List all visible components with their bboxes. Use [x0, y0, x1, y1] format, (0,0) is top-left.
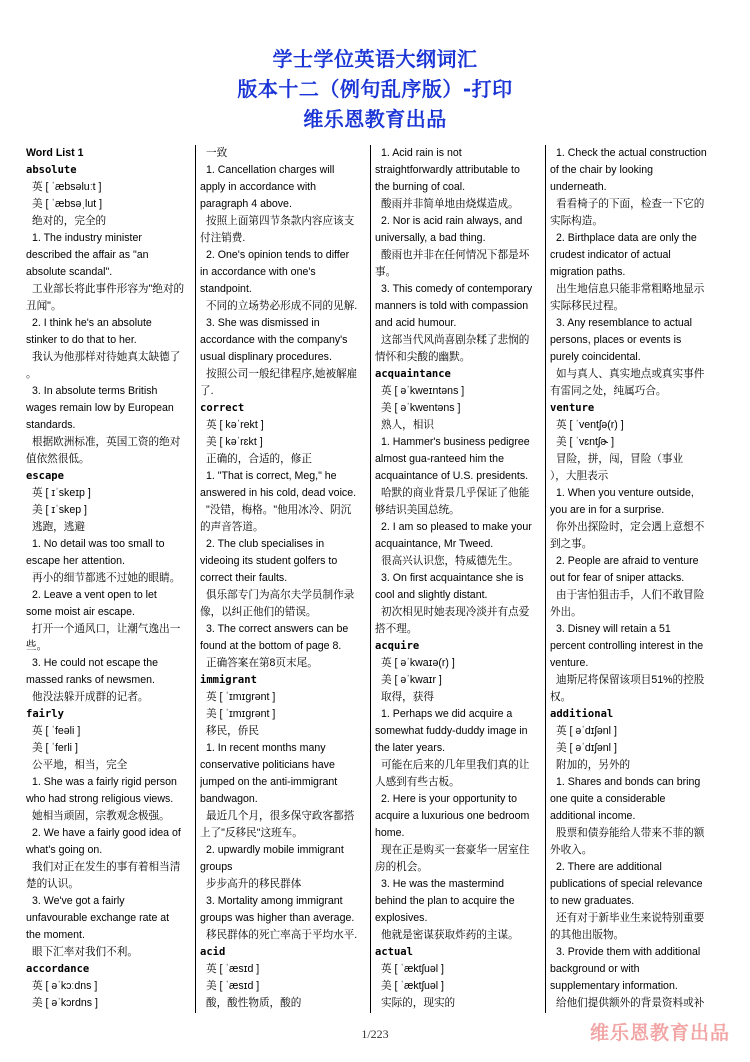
- text-line: 我认为他那样对待她真太缺德了: [32, 351, 181, 363]
- text-line: 2. Leave a vent open to let: [32, 589, 157, 601]
- text-line: 英 [ ˈæsɪd ]: [206, 963, 260, 975]
- text-line: 你外出探险时，定会遇上意想不: [556, 521, 705, 533]
- text-line: 我们对正在发生的事有着相当清: [32, 861, 181, 873]
- text-line: 1. In recent months many: [206, 742, 326, 754]
- text-line: 2. There are additional: [556, 861, 662, 873]
- text-line: 事。: [375, 266, 397, 278]
- text-line: 1. When you venture outside,: [556, 487, 694, 499]
- text-line: 英 [ əˈkwaɪə(r) ]: [381, 657, 455, 669]
- text-line: 美 [ ˈɪmɪɡrənt ]: [206, 708, 276, 720]
- text-line: 3. We've got a fairly: [32, 895, 125, 907]
- headword: correct: [200, 402, 245, 414]
- text-line: 美 [ ˈvɛntʃɚ ]: [556, 436, 615, 448]
- column-divider: [195, 145, 196, 1013]
- text-line: some moist air escape.: [26, 606, 135, 618]
- text-line: 3. Any resemblance to actual: [556, 317, 693, 329]
- column-4: [550, 145, 718, 1017]
- text-line: correct their faults.: [200, 572, 288, 584]
- text-line: cool and slightly distant.: [375, 589, 488, 601]
- headword: actual: [375, 946, 413, 958]
- text-line: 逃跑，逃避: [32, 521, 85, 533]
- watermark: 维乐恩教育出品: [590, 1022, 731, 1044]
- text-line: 付注销费.: [200, 232, 246, 244]
- text-line: 3. Mortality among immigrant: [206, 895, 343, 907]
- text-line: venture.: [550, 657, 589, 669]
- column-2: [200, 145, 368, 1017]
- text-line: usual displinary procedures.: [200, 351, 332, 363]
- text-line: 英 [ ˈfeəli ]: [32, 725, 81, 737]
- text-line: crudest indicator of actual: [550, 249, 671, 261]
- text-line: percent controlling interest in the: [550, 640, 704, 652]
- headword: escape: [26, 470, 64, 482]
- text-line: accordance with the company's: [200, 334, 348, 346]
- text-line: explosives.: [375, 912, 428, 924]
- title-version: 版本十二（例句乱序版）-打印: [237, 77, 513, 101]
- text-line: ），大胆表示: [550, 470, 609, 482]
- text-line: 实际移民过程。: [550, 300, 625, 312]
- text-line: 3. This comedy of contemporary: [381, 283, 533, 295]
- text-line: answered in his cold, dead voice.: [200, 487, 357, 499]
- headword: fairly: [26, 708, 64, 720]
- text-line: 值依然很低。: [26, 453, 90, 465]
- text-line: 2. I think he's an absolute: [32, 317, 152, 329]
- text-line: 房的机会。: [375, 861, 428, 873]
- text-line: 3. He was the mastermind: [381, 878, 505, 890]
- text-line: 有雷同之处，纯属巧合。: [550, 385, 667, 397]
- text-line: 美 [ ɪˈskep ]: [32, 504, 87, 516]
- text-line: 还有对于新毕业生来说特别重要: [556, 912, 705, 924]
- text-line: out for fear of sniper attacks.: [550, 572, 685, 584]
- text-line: 实际构造。: [550, 215, 603, 227]
- text-line: 美 [ əˈdɪʃənl ]: [556, 742, 617, 754]
- text-line: almost gua-ranteed him the: [375, 453, 504, 465]
- text-line: 英 [ ˈæbsəluːt ]: [32, 181, 102, 193]
- text-line: escape her attention.: [26, 555, 125, 567]
- text-line: 的其他出版物。: [550, 929, 625, 941]
- text-line: 3. She was dismissed in: [206, 317, 320, 329]
- text-line: 英 [ kəˈrekt ]: [206, 419, 264, 431]
- text-line: 到之事。: [550, 538, 593, 550]
- text-line: apply in accordance with: [200, 181, 317, 193]
- column-1: [26, 145, 192, 1017]
- text-line: 上了"反移民"这班车。: [200, 827, 303, 839]
- text-line: 他就是密谋获取炸药的主谋。: [381, 929, 519, 941]
- page-number: 1/223: [361, 1027, 389, 1041]
- text-line: 按照公司一般纪律程序,她被解雇: [206, 368, 358, 380]
- text-line: 公平地，相当，完全: [32, 759, 128, 771]
- text-line: 美 [ ˈæsɪd ]: [206, 980, 260, 992]
- text-line: 2. Birthplace data are only the: [556, 232, 697, 244]
- headword: acquire: [375, 640, 420, 652]
- text-line: 3. Disney will retain a 51: [556, 623, 671, 635]
- text-line: unfavourable exchange rate at: [26, 912, 170, 924]
- text-line: 根据欧洲标准，英国工资的绝对: [32, 436, 181, 448]
- text-line: behind the plan to acquire the: [375, 895, 515, 907]
- text-line: conservative politicians have: [200, 759, 335, 771]
- text-line: massed ranks of newsmen.: [26, 674, 155, 686]
- text-line: jumped on the anti-immigrant: [200, 776, 338, 788]
- text-line: 像，以纠正他们的错误。: [200, 606, 317, 618]
- text-line: 出生地信息只能非常粗略地显示: [556, 283, 705, 295]
- text-line: universally, a bad thing.: [375, 232, 486, 244]
- text-line: 外出。: [550, 606, 582, 618]
- text-line: 楚的认识。: [26, 878, 79, 890]
- text-line: 美 [ ˈæbsəˌlut ]: [32, 198, 103, 210]
- text-line: one quite a considerable: [550, 793, 666, 805]
- text-line: 酸，酸性物质，酸的: [206, 997, 302, 1009]
- text-line: bandwagon.: [200, 793, 258, 805]
- headword: acquaintance: [375, 368, 451, 380]
- text-line: 股票和债券能给人带来不菲的额: [556, 827, 705, 839]
- headword: venture: [550, 402, 595, 414]
- text-line: 英 [ ɪˈskeɪp ]: [32, 487, 91, 499]
- text-line: the burning of coal.: [375, 181, 466, 193]
- text-line: 最近几个月，很多保守政客都搭: [206, 810, 355, 822]
- text-line: 美 [ əˈkwentəns ]: [381, 402, 461, 414]
- text-line: 眼下汇率对我们不利。: [32, 946, 138, 958]
- text-line: background or with: [550, 963, 640, 975]
- text-line: stinker to do that to her.: [26, 334, 137, 346]
- headword: acid: [200, 946, 226, 958]
- text-line: 外收入。: [550, 844, 593, 856]
- text-line: 英 [ ˈventʃə(r) ]: [556, 419, 624, 431]
- text-line: 她相当顽固，宗教观念极强。: [32, 810, 170, 822]
- text-line: 取得，获得: [381, 691, 434, 703]
- headword: additional: [550, 708, 614, 720]
- text-line: 3. He could not escape the: [32, 657, 159, 669]
- text-line: 绝对的，完全的: [32, 215, 107, 227]
- text-line: 工业部长将此事件形容为"绝对的: [32, 283, 185, 295]
- text-line: 2. Nor is acid rain always, and: [381, 215, 523, 227]
- text-line: 英 [ əˈkweɪntəns ]: [381, 385, 465, 397]
- text-line: 熟人，相识: [381, 419, 434, 431]
- text-line: 打开一个通风口，让潮气逸出一: [32, 623, 181, 635]
- text-line: home.: [375, 827, 405, 839]
- text-line: 哈默的商业背景几乎保证了他能: [381, 487, 530, 499]
- text-line: acquaintance of U.S. presidents.: [375, 470, 529, 482]
- text-line: 移民，侨民: [206, 725, 259, 737]
- text-line: 2. I am so pleased to make your: [381, 521, 532, 533]
- text-line: 俱乐部专门为高尔夫学员制作录: [206, 589, 355, 601]
- text-line: 1. "That is correct, Meg," he: [206, 470, 337, 482]
- text-line: 1. The industry minister: [32, 232, 142, 244]
- headword: absolute: [26, 164, 77, 176]
- text-line: 1. She was a fairly rigid person: [32, 776, 177, 788]
- text-line: 3. The correct answers can be: [206, 623, 349, 635]
- text-line: persons, places or events is: [550, 334, 682, 346]
- text-line: 由于害怕狙击手，人们不敢冒险: [556, 589, 705, 601]
- text-line: described the affair as "an: [26, 249, 149, 261]
- text-line: 初次相见时她表现冷淡并有点爱: [381, 606, 530, 618]
- text-line: 丑闻"。: [26, 300, 62, 312]
- text-line: 如与真人、真实地点或真实事件: [556, 368, 705, 380]
- text-line: 美 [ ˈæktʃuəl ]: [381, 980, 444, 992]
- text-line: 英 [ ˈæktʃuəl ]: [381, 963, 444, 975]
- text-line: what's going on.: [26, 844, 103, 856]
- text-line: 2. The club specialises in: [206, 538, 325, 550]
- text-line: 1. Perhaps we did acquire a: [381, 708, 513, 720]
- text-line: acquaintance, Mr Tweed.: [375, 538, 494, 550]
- text-line: 现在正是购买一套豪华一居室住: [381, 844, 530, 856]
- text-line: acquire a luxurious one bedroom: [375, 810, 530, 822]
- text-line: 很高兴认识您，特威德先生。: [381, 555, 519, 567]
- column-divider: [545, 145, 546, 1013]
- title-block: [0, 44, 750, 134]
- text-line: 2. We have a fairly good idea of: [32, 827, 181, 839]
- text-line: 给他们提供额外的背景资料或补: [556, 997, 705, 1009]
- text-line: manners is told with compassion: [375, 300, 529, 312]
- text-line: 这部当代风尚喜剧杂糅了悲悯的: [381, 334, 530, 346]
- text-line: 酸雨并非简单地由烧煤造成。: [381, 198, 519, 210]
- text-line: wages remain low by European: [26, 402, 174, 414]
- text-line: 1. Shares and bonds can bring: [556, 776, 701, 788]
- text-line: 酸雨也并非在任何情况下都是坏: [381, 249, 530, 261]
- text-line: 迪斯尼将保留该项目51%的控股: [556, 674, 705, 686]
- text-line: groups was higher than average.: [200, 912, 355, 924]
- text-line: 美 [ ˈferli ]: [32, 742, 78, 754]
- text-line: found at the bottom of page 8.: [200, 640, 342, 652]
- text-line: "没错，梅格。"他用冰冷、阴沉: [206, 504, 352, 516]
- text-line: 够结识美国总统。: [375, 504, 460, 516]
- text-line: straightforwardly attributable to: [375, 164, 520, 176]
- text-line: 的声音答道。: [200, 521, 264, 533]
- text-line: 2. People are afraid to venture: [556, 555, 699, 567]
- text-line: 正确答案在第8页末尾。: [206, 657, 318, 669]
- text-line: 。: [26, 368, 37, 380]
- text-line: absolute scandal".: [26, 266, 113, 278]
- text-line: 3. Provide them with additional: [556, 946, 701, 958]
- text-line: 美 [ əˈkɔrdns ]: [32, 997, 98, 1009]
- text-line: 3. On first acquaintance she is: [381, 572, 524, 584]
- text-line: videoing its student golfers to: [200, 555, 338, 567]
- text-line: 美 [ əˈkwaɪr ]: [381, 674, 442, 686]
- headword: immigrant: [200, 674, 257, 686]
- text-line: the later years.: [375, 742, 446, 754]
- title-main: 学士学位英语大纲词汇: [272, 47, 478, 71]
- text-line: 搭不理。: [375, 623, 418, 635]
- text-line: 情怀和尖酸的幽默。: [375, 351, 471, 363]
- text-line: 1. Acid rain is not: [381, 147, 462, 159]
- text-line: somewhat fuddy-duddy image in: [375, 725, 528, 737]
- text-line: 1. No detail was too small to: [32, 538, 165, 550]
- text-line: 1. Check the actual construction: [556, 147, 707, 159]
- text-line: underneath.: [550, 181, 607, 193]
- text-line: 附加的，另外的: [556, 759, 631, 771]
- column-3: [375, 145, 543, 1017]
- text-line: and acid humour.: [375, 317, 457, 329]
- text-line: 一致: [206, 147, 228, 159]
- text-line: standpoint.: [200, 283, 252, 295]
- text-line: 些。: [26, 640, 48, 652]
- text-line: 权。: [550, 691, 572, 703]
- title-publisher: 维乐恩教育出品: [303, 107, 447, 131]
- text-line: 再小的细节都逃不过她的眼睛。: [32, 572, 181, 584]
- text-line: 1. Hammer's business pedigree: [381, 436, 530, 448]
- text-line: 2. Here is your opportunity to: [381, 793, 518, 805]
- text-line: supplementary information.: [550, 980, 678, 992]
- text-line: 1. Cancellation charges will: [206, 164, 335, 176]
- text-line: 不同的立场势必形成不同的见解.: [206, 300, 358, 312]
- text-line: additional income.: [550, 810, 636, 822]
- word-list-heading: Word List 1: [26, 147, 84, 159]
- text-line: purely coincidental.: [550, 351, 641, 363]
- text-line: you are in for a surprise.: [550, 504, 665, 516]
- text-line: 3. In absolute terms British: [32, 385, 158, 397]
- text-line: 他没法躲开成群的记者。: [32, 691, 149, 703]
- text-line: to new graduates.: [550, 895, 635, 907]
- text-line: 可能在后来的几年里我们真的让: [381, 759, 530, 771]
- headword: accordance: [26, 963, 90, 975]
- text-line: 美 [ kəˈrɛkt ]: [206, 436, 263, 448]
- text-line: in accordance with one's: [200, 266, 316, 278]
- text-line: paragraph 4 above.: [200, 198, 292, 210]
- text-line: 2. upwardly mobile immigrant: [206, 844, 344, 856]
- text-line: migration paths.: [550, 266, 626, 278]
- text-line: who had strong religious views.: [26, 793, 174, 805]
- text-line: groups: [200, 861, 233, 873]
- text-line: 英 [ əˈkɔːdns ]: [32, 980, 98, 992]
- text-line: 人感到有些古板。: [375, 776, 460, 788]
- text-line: standards.: [26, 419, 76, 431]
- text-line: publications of special relevance: [550, 878, 703, 890]
- text-line: 步步高升的移民群体: [206, 878, 302, 890]
- text-line: 正确的，合适的，修正: [206, 453, 312, 465]
- text-line: 了.: [200, 385, 214, 397]
- text-line: 2. One's opinion tends to differ: [206, 249, 350, 261]
- text-line: the moment.: [26, 929, 85, 941]
- text-line: of the chair by looking: [550, 164, 654, 176]
- text-line: 移民群体的死亡率高于平均水平.: [206, 929, 358, 941]
- text-line: 按照上面第四节条款内容应该支: [206, 215, 355, 227]
- column-divider: [370, 145, 371, 1013]
- text-line: 英 [ əˈdɪʃənl ]: [556, 725, 617, 737]
- text-line: 实际的，现实的: [381, 997, 456, 1009]
- text-line: 英 [ ˈɪmɪɡrənt ]: [206, 691, 276, 703]
- text-line: 看看椅子的下面，检查一下它的: [556, 198, 705, 210]
- text-line: 冒险，拼，闯，冒险（事业: [556, 453, 684, 465]
